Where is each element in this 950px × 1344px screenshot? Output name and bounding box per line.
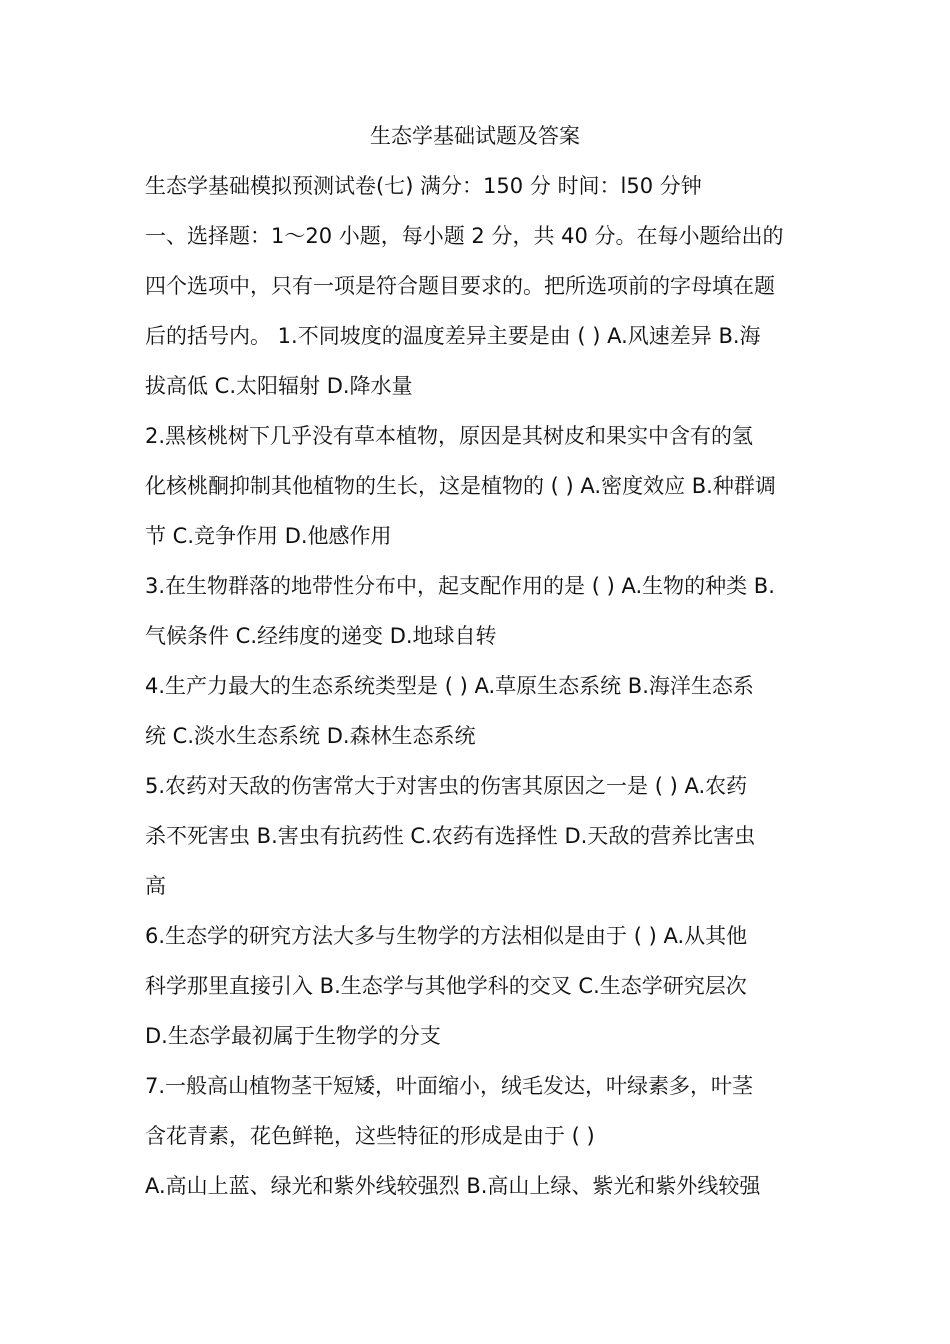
text-line: 含花青素，花色鲜艳，这些特征的形成是由于 ( ) bbox=[145, 1124, 595, 1148]
text-line: 统 C.淡水生态系统 D.森林生态系统 bbox=[145, 724, 476, 748]
text-line: 科学那里直接引入 B.生态学与其他学科的交叉 C.生态学研究层次 bbox=[145, 974, 747, 998]
text-line: 一、选择题：1～20 小题，每小题 2 分，共 40 分。在每小题给出的 bbox=[145, 224, 784, 248]
text-line: 4.生产力最大的生态系统类型是 ( ) A.草原生态系统 B.海洋生态系 bbox=[145, 674, 754, 698]
text-line: A.高山上蓝、绿光和紫外线较强烈 B.高山上绿、紫光和紫外线较强 bbox=[145, 1174, 761, 1198]
text-line: 节 C.竞争作用 D.他感作用 bbox=[145, 524, 392, 548]
text-line: 2.黑核桃树下几乎没有草本植物，原因是其树皮和果实中含有的氢 bbox=[145, 424, 754, 448]
text-line: 7.一般高山植物茎干短矮，叶面缩小，绒毛发达，叶绿素多，叶茎 bbox=[145, 1074, 754, 1098]
text-line: 气候条件 C.经纬度的递变 D.地球自转 bbox=[145, 624, 497, 648]
text-line: 拔高低 C.太阳辐射 D.降水量 bbox=[145, 374, 413, 398]
text-line: 杀不死害虫 B.害虫有抗药性 C.农药有选择性 D.天敌的营养比害虫 bbox=[145, 824, 756, 848]
text-line: 生态学基础模拟预测试卷(七) 满分：150 分 时间：l50 分钟 bbox=[145, 174, 702, 198]
text-line: 化核桃酮抑制其他植物的生长，这是植物的 ( ) A.密度效应 B.种群调 bbox=[145, 474, 776, 498]
text-line: 6.生态学的研究方法大多与生物学的方法相似是由于 ( ) A.从其他 bbox=[145, 924, 748, 948]
text-line: 高 bbox=[145, 874, 166, 898]
text-line: 四个选项中，只有一项是符合题目要求的。把所选项前的字母填在题 bbox=[145, 274, 775, 298]
text-line: 3.在生物群落的地带性分布中，起支配作用的是 ( ) A.生物的种类 B. bbox=[145, 574, 775, 598]
text-line: 后的括号内。 1.不同坡度的温度差异主要是由 ( ) A.风速差异 B.海 bbox=[145, 324, 761, 348]
document-title: 生态学基础试题及答案 bbox=[370, 124, 580, 148]
text-line: 5.农药对天敌的伤害常大于对害虫的伤害其原因之一是 ( ) A.农药 bbox=[145, 774, 748, 798]
text-line: D.生态学最初属于生物学的分支 bbox=[145, 1024, 441, 1048]
